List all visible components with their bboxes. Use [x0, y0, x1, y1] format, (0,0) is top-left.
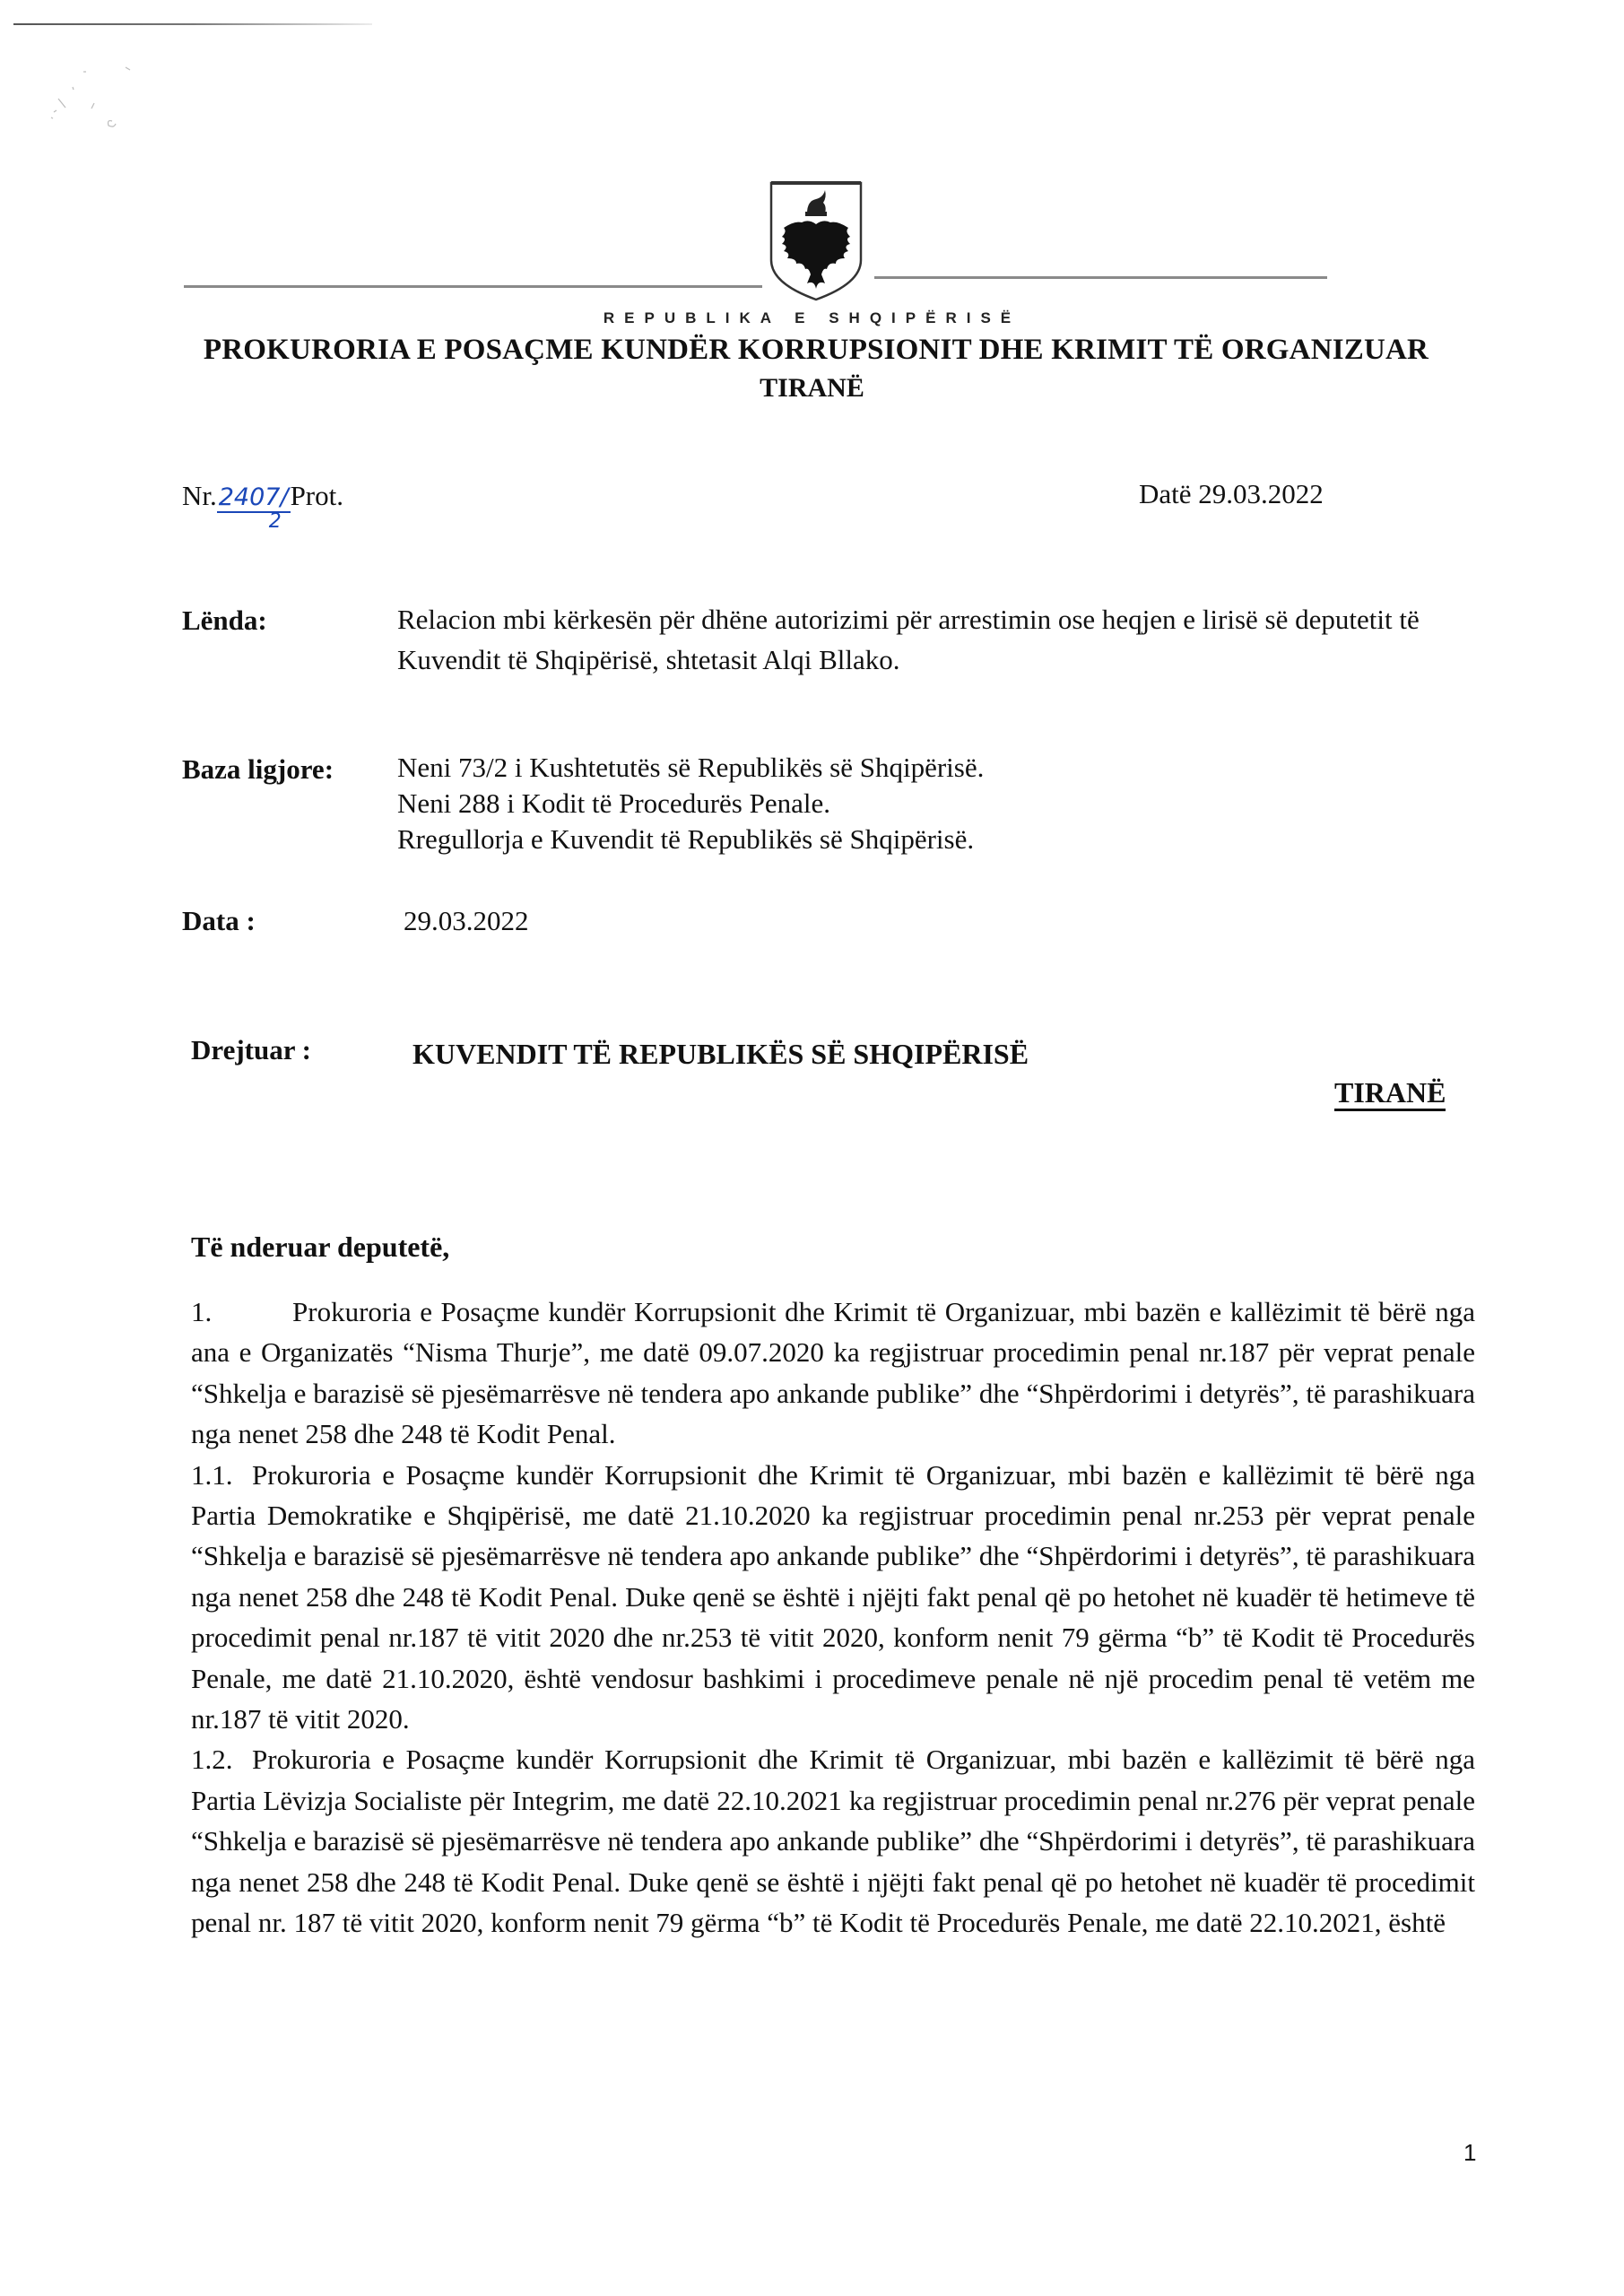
paragraph-text: Prokuroria e Posaçme kundër Korrupsionit dhe Krimit të Organizuar, mbi bazën e kallëzimit të bërë nga Partia Lëvizja Socialiste për Integrim, me datë 22.10.2021 ka regjistruar procedimin penal nr.276 për veprat penale “Shkelja e barazisë së pjesëmarrësve në tendera apo ankande publike” dhe “Shpërdorimi i detyrës”, të parashikuara nga nenet 258 dhe 248 të Kodit Penal. Duke qenë se është i njëjti fakt penal që po hetohet në kuadër të procedimit penal nr. 187 të vitit 2020, konform nenit 79 gërma “b” të Kodit të Procedurës Penale, me datë 22.10.2021, është: [191, 1744, 1475, 1939]
addressee-value: KUVENDIT TË REPUBLIKËS SË SHQIPËRISË: [413, 1038, 1029, 1070]
legal-basis-label: Baza ligjore:: [182, 753, 334, 785]
scan-artifact-specks: [40, 58, 157, 139]
paragraph-text: Prokuroria e Posaçme kundër Korrupsionit dhe Krimit të Organizuar, mbi bazën e kallëzimit të bërë nga ana e Organizatës “Nisma Thurje”, me datë 09.07.2020 ka regjistruar procedimin penal nr.187 për veprat penale “Shkelja e barazisë së pjesëmarrësve në tendera apo ankande publike” dhe “Shpërdorimi i detyrës”, të parashikuara nga nenet 258 dhe 248 të Kodit Penal.: [191, 1296, 1475, 1450]
page-number: 1: [1463, 2139, 1477, 2166]
legal-basis-item: Neni 288 i Kodit të Procedurës Penale.: [397, 787, 830, 819]
protocol-number: [182, 480, 343, 533]
scan-artifact-line: [13, 23, 372, 25]
addressee-city: TIRANË: [1334, 1076, 1446, 1111]
paragraph-number: 1.2.: [191, 1744, 233, 1776]
date-value: 29.03.2022: [404, 905, 529, 936]
document-date: Datë 29.03.2022: [1139, 478, 1324, 509]
paragraph-number: 1.1.: [191, 1458, 233, 1491]
letter-body: [191, 1292, 1475, 1944]
legal-basis-item: Neni 73/2 i Kushtetutës së Republikës së Shqipërisë.: [397, 752, 985, 783]
salutation: Të nderuar deputetë,: [191, 1231, 450, 1263]
letterhead-rule-left: [184, 285, 762, 288]
paragraph: [191, 1292, 1475, 1455]
date-label: Data :: [182, 905, 256, 936]
legal-basis-list: [397, 750, 984, 857]
institution-city: TIRANË: [760, 373, 864, 403]
republic-heading: REPUBLIKA E SHQIPËRISË: [603, 309, 1021, 326]
protocol-suffix: Prot.: [290, 480, 343, 511]
handwritten-number: 2407/: [218, 483, 289, 511]
legal-basis-item: Rregullorja e Kuvendit të Republikës së Shqipërisë.: [397, 823, 975, 855]
paragraph: [191, 1455, 1475, 1740]
paragraph: [191, 1739, 1475, 1943]
handwritten-protocol: [217, 483, 291, 533]
letterhead-rule-right: [874, 276, 1327, 279]
handwritten-sub-number: 2: [268, 510, 282, 533]
subject-label: Lënda:: [182, 604, 267, 636]
paragraph-number: 1.: [191, 1296, 213, 1327]
protocol-prefix: Nr.: [182, 480, 217, 511]
institution-heading: PROKURORIA E POSAÇME KUNDËR KORRUPSIONIT DHE KRIMIT TË ORGANIZUAR: [203, 334, 1429, 366]
subject-value: Relacion mbi kërkesën për dhëne autorizimi për arrestimin ose heqjen e lirisë së deputetit të Kuvendit të Shqipërisë, shtetasit Alqi Bllako.: [397, 604, 1420, 675]
paragraph-text: Prokuroria e Posaçme kundër Korrupsionit dhe Krimit të Organizuar, mbi bazën e kallëzimit të bërë nga Partia Demokratike e Shqipërisë, me datë 21.10.2020 ka regjistruar procedimin penal nr.253 për veprat penale “Shkelja e barazisë së pjesëmarrësve në tendera apo ankande publike” dhe “Shpërdorimi i detyrës”, të parashikuara nga nenet 258 dhe 248 të Kodit Penal. Duke qenë se është i njëjti fakt penal që po hetohet në kuadër të hetimeve të procedimit penal nr.187 të vitit 2020 dhe nr.253 të vitit 2020, konform nenit 79 gërma “b” të Kodit të Procedurës Penale, me datë 21.10.2020, është vendosur bashkimi i procedimeve penale në një procedim penal të vetëm me nr.187 të vitit 2020.: [191, 1458, 1475, 1735]
albanian-coat-of-arms-icon: [764, 178, 868, 303]
addressee-label: Drejtuar :: [191, 1034, 312, 1065]
